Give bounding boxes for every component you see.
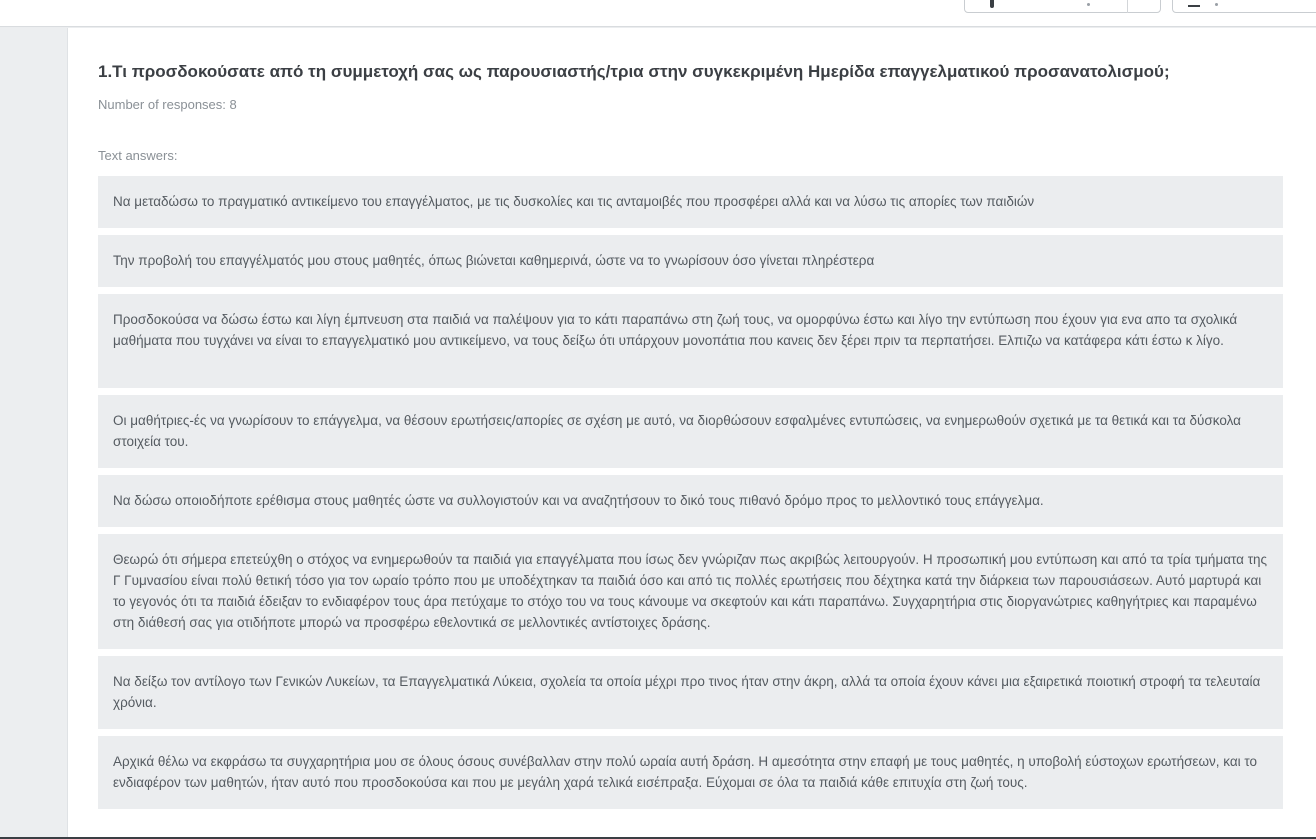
answer-item: Οι μαθήτριες-ές να γνωρίσουν το επάγγελμα, να θέσουν ερωτήσεις/απορίες σε σχέση με αυτό, να διορθώσουν εσφαλμένες εντυπώσεις, να ενημερωθούν σχετικά με τα θετικά και τα δύσκολα στοιχεία του. bbox=[98, 395, 1283, 468]
answer-item: Αρχικά θέλω να εκφράσω τα συγχαρητήρια μου σε όλους όσους συνέβαλλαν στην πολύ ωραία αυτή δράση. Η αμεσότητα στην επαφή με τους μαθητές, η υποβολή εύστοχων ερωτήσεων, και το ενδιαφέρον των μαθητών, ήταν αυτό που προσδοκούσα και που με μεγάλη χαρά τελικά εισέπραξα. Εύχομαι σε όλα τα παιδιά κάθε επιτυχία στη ζωή τους. bbox=[98, 736, 1283, 809]
toolbar-export-button[interactable] bbox=[1172, 0, 1316, 13]
answer-item: Προσδοκούσα να δώσω έστω και λίγη έμπνευση στα παιδιά να παλέψουν για το κάτι παραπάνω στη ζωή τους, να ομορφύνω έστω και λίγο την εντύπωση που έχουν για ενα απο τα σχολικά μαθήματα που τυγχάνει να είναι το επαγγελματικό μου αντικείμενο, να τους δείξω ότι υπάρχουν μονοπάτια που κανεις δεν ξέρει πριν τα περπατήσει. Ελπιζω να κατάφερα κάτι έστω κ λίγο. bbox=[98, 294, 1283, 388]
text-answers-label: Text answers: bbox=[98, 148, 178, 163]
answer-item: Την προβολή του επαγγέλματός μου στους μαθητές, όπως βιώνεται καθημερινά, ώστε να το γνωρίσουν όσο γίνεται πληρέστερα bbox=[98, 235, 1283, 287]
export-dot-icon bbox=[1215, 3, 1218, 6]
toolbar-dropdown-button[interactable] bbox=[964, 0, 1161, 13]
answers-list bbox=[98, 176, 1283, 816]
left-rail bbox=[0, 28, 68, 839]
responses-count: Number of responses: 8 bbox=[98, 97, 237, 112]
answer-item: Να δείξω τον αντίλογο των Γενικών Λυκείων, τα Επαγγελματικά Λύκεια, σχολεία τα οποία μέχρι προ τινος ήταν στην άκρη, αλλά τα οποία έχουν κάνει μια εξαιρετικά ποιοτική στροφή τα τελευταία χρόνια. bbox=[98, 656, 1283, 729]
answer-item: Να δώσω οποιοδήποτε ερέθισμα στους μαθητές ώστε να συλλογιστούν και να αναζητήσουν το δικό τους πιθανό δρόμο προς το μελλοντικό τους επάγγελμα. bbox=[98, 475, 1283, 527]
toolbar-dropdown-dot-icon bbox=[1087, 3, 1090, 6]
answer-item: Να μεταδώσω το πραγματικό αντικείμενο του επαγγέλματος, με τις δυσκολίες και τις ανταμοιβές που προσφέρει αλλά και να λύσω τις απορίες των παιδιών bbox=[98, 176, 1283, 228]
question-title: 1.Τι προσδοκούσατε από τη συμμετοχή σας ως παρουσιαστής/τρια στην συγκεκριμένη Ημερίδα επαγγελματικού προσανατολισμού; bbox=[98, 62, 1170, 81]
export-icon bbox=[1188, 1, 1200, 7]
answer-item: Θεωρώ ότι σήμερα επετεύχθη ο στόχος να ενημερωθούν τα παιδιά για επαγγέλματα που ίσως δεν γνώριζαν πως ακριβώς λειτουργούν. Η προσωπική μου εντύπωση και από τα τρία τμήματα της Γ Γυμνασίου είναι πολύ θετική τόσο για τον ωραίο τρόπο που με υποδέχτηκαν τα παιδιά όσο και από τις πολλές ερωτήσεις που δέχτηκα κατά την διάρκεια των παρουσιάσεων. Αυτό μαρτυρά και το γεγονός ότι τα παιδιά έδειξαν το ενδιαφέρον τους άρα πετύχαμε το στόχο του να τους κάνουμε να σκεφτούν και κάτι παραπάνω. Συγχαρητήρια στις διοργανώτριες καθηγήτριες και παραμένω στη διάθεσή σας για οτιδήποτε μπορώ να προσφέρω εθελοντικά σε μελλοντικές αντίστοιχες δράσης. bbox=[98, 534, 1283, 649]
question-results-panel bbox=[68, 28, 1316, 839]
toolbar-divider bbox=[1127, 0, 1128, 13]
toolbar-dropdown-icon bbox=[990, 0, 994, 8]
top-toolbar bbox=[0, 0, 1316, 27]
